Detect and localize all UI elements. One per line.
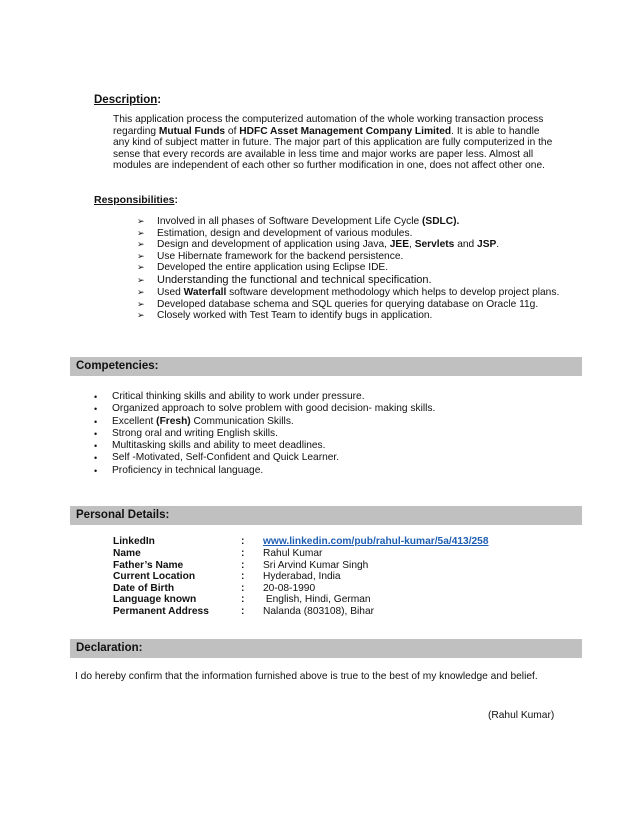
list-item [137,310,567,322]
bullet-icon: • [94,428,98,439]
description-text-part: . It is able to handle any kind of subject matter in future. The major part of this application are fully computerized in the sense that every records are available in less time and major works are paper less. Almost all modules are independent of each other so further modification in one, does not affect other one. [113,125,553,172]
bullet-icon: • [94,453,98,464]
list-item [90,416,550,428]
list-item [137,239,567,251]
responsibilities-heading [94,194,178,206]
personal-details-section-bar [70,506,582,525]
list-item [137,274,567,287]
list-item [90,465,550,477]
description-bold-company: HDFC Asset Management Company Limited [239,125,452,137]
list-item [90,428,550,440]
arrow-bullet-icon: ➢ [137,310,145,321]
list-item-bold: (Fresh) [156,415,191,427]
list-item-bold: JEE [389,239,410,251]
bullet-icon: • [94,416,98,427]
competencies-list [90,391,550,477]
list-item-text: Communication Skills. [190,415,294,427]
description-bold-mutual-funds: Mutual Funds [158,125,226,137]
list-item-text: . [456,216,460,227]
linkedin-link[interactable]: www.linkedin.com/pub/rahul-kumar/5a/413/258 [263,536,489,547]
responsibilities-heading-text: Responsibilities [94,194,175,206]
list-item-text: Understanding the functional and technical specification. [157,273,432,286]
colon: : [241,583,245,594]
list-item-text: Use Hibernate framework for the backend persistence. [157,250,404,262]
list-item-bold: JSP [477,239,497,251]
dob-value: 20-08-1990 [263,583,316,594]
description-text-part: of [225,125,240,137]
father-name-value: Sri Arvind Kumar Singh [263,560,369,571]
list-item-bold: Servlets [414,239,455,251]
description-text [113,114,553,172]
signature: (Rahul Kumar) [488,710,555,721]
dob-label: Date of Birth [113,583,175,594]
list-item-text: Design and development of application using Java, [157,239,390,251]
colon: : [241,594,245,605]
responsibilities-heading-colon: : [174,194,179,206]
list-item-text: Used [157,286,184,298]
arrow-bullet-icon: ➢ [137,262,145,273]
colon: : [241,560,245,571]
bullet-icon: • [94,392,98,402]
list-item [137,262,567,274]
list-item [137,216,567,228]
list-item-text: Self -Motivated, Self-Confident and Quick Learner. [112,452,340,464]
arrow-bullet-icon: ➢ [137,298,145,309]
list-item [90,391,550,403]
list-item-text: , [409,239,415,251]
arrow-bullet-icon: ➢ [137,239,145,250]
description-heading-text: Description [94,94,158,106]
declaration-text: I do hereby confirm that the information furnished above is true to the best of my knowledge and belief. [75,671,538,682]
declaration-title: Declaration: [76,642,143,654]
bullet-icon: • [94,441,98,452]
name-label: Name [113,548,141,559]
location-label: Current Location [113,571,196,582]
list-item [137,251,567,263]
location-value: Hyderabad, India [263,571,341,582]
list-item-text: and [454,239,478,251]
responsibilities-list [137,216,567,322]
list-item-bold: (SDLC) [422,216,457,227]
father-name-label: Father’s Name [113,560,184,571]
list-item-text: software development methodology which helps to develop project plans. [226,286,560,298]
bullet-icon: • [94,465,98,476]
list-item [137,299,567,311]
language-value: English, Hindi, German [263,594,371,605]
list-item-bold: Waterfall [183,286,227,298]
bullet-icon: • [94,404,98,415]
description-heading-colon: : [157,94,162,106]
list-item-text: Multitasking skills and ability to meet deadlines. [112,440,326,452]
arrow-bullet-icon: ➢ [137,250,145,261]
competencies-title: Competencies: [76,360,159,372]
arrow-bullet-icon: ➢ [137,286,145,297]
list-item [90,452,550,464]
description-heading [94,94,161,106]
colon: : [241,606,245,617]
list-item-text: Involved in all phases of Software Development Life Cycle [157,216,423,227]
list-item-text: Organized approach to solve problem with good decision- making skills. [112,403,436,415]
list-item-text: Developed database schema and SQL queries for querying database on Oracle 11g. [157,298,539,310]
colon: : [241,536,245,547]
list-item-text: Closely worked with Test Team to identify bugs in application. [157,310,433,322]
arrow-bullet-icon: ➢ [137,216,145,226]
list-item [137,287,567,299]
colon: : [241,548,245,559]
address-value: Nalanda (803108), Bihar [263,606,375,617]
arrow-bullet-icon: ➢ [137,274,145,285]
list-item-text: Developed the entire application using Eclipse IDE. [157,262,389,274]
list-item [90,403,550,415]
personal-details-title: Personal Details: [76,509,170,521]
list-item [137,228,567,240]
list-item-text: Critical thinking skills and ability to work under pressure. [112,391,365,402]
list-item-text: Estimation, design and development of various modules. [157,227,413,239]
address-label: Permanent Address [113,606,209,617]
description-text-part: This application process the computerized automation of the whole working transaction process regarding [113,114,544,137]
list-item-text: . [496,239,500,251]
colon: : [241,571,245,582]
arrow-bullet-icon: ➢ [137,227,145,238]
language-label: Language known [113,594,197,605]
list-item-text: Excellent [112,415,157,427]
declaration-section-bar [70,639,582,658]
list-item-text: Proficiency in technical language. [112,464,264,476]
competencies-section-bar [70,357,582,376]
list-item-text: Strong oral and writing English skills. [112,427,278,439]
linkedin-label: LinkedIn [113,536,155,547]
name-value: Rahul Kumar [263,548,323,559]
list-item [90,440,550,452]
